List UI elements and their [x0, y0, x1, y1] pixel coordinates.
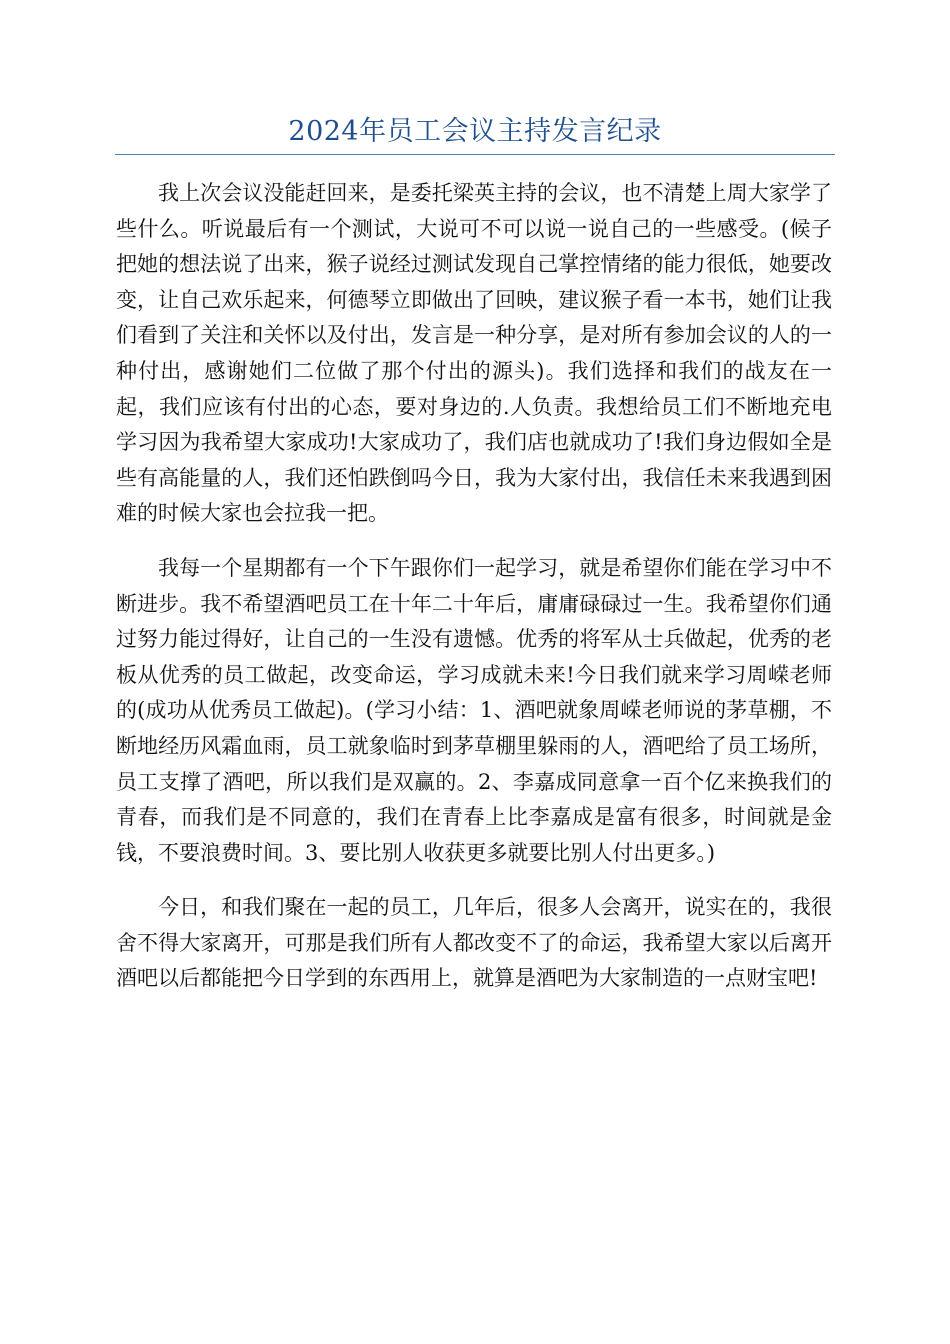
paragraph-2: 我每一个星期都有一个下午跟你们一起学习，就是希望你们能在学习中不断进步。我不希望酒吧员工在十年二十年后，庸庸碌碌过一生。我希望你们通过努力能过得好，让自己的一生没有遗憾。优秀的将军从士兵做起，优秀的老板从优秀的员工做起，改变命运，学习成就未来!今日我们就来学习周嵘老师的(成功从优秀员工做起)。(学习小结：1、酒吧就象周嵘老师说的茅草棚，不断地经历风霜血雨，员工就象临时到茅草棚里躲雨的人，酒吧给了员工场所，员工支撑了酒吧，所以我们是双赢的。2、李嘉成同意拿一百个亿来换我们的青春，而我们是不同意的，我们在青春上比李嘉成是富有很多，时间就是金钱，不要浪费时间。3、要比别人收获更多就要比别人付出更多。) [116, 555, 832, 865]
paragraph-1: 我上次会议没能赶回来，是委托梁英主持的会议，也不清楚上周大家学了些什么。听说最后有一个测试，大说可不可以说一说自己的一些感受。(候子把她的想法说了出来，猴子说经过测试发现自己掌控情绪的能力很低，她要改变，让自己欢乐起来，何德琴立即做出了回映，建议猴子看一本书，她们让我们看到了关注和关怀以及付出，发言是一种分享，是对所有参加会议的人的一种付出，感谢她们二位做了那个付出的源头)。我们选择和我们的战友在一起，我们应该有付出的心态，要对身边的.人负责。我想给员工们不断地充电学习因为我希望大家成功!大家成功了，我们店也就成功了!我们身边假如全是些有高能量的人，我们还怕跌倒吗今日，我为大家付出，我信任未来我遇到困难的时候大家也会拉我一把。 [116, 181, 832, 526]
paragraph-3: 今日，和我们聚在一起的员工，几年后，很多人会离开，说实在的，我很舍不得大家离开，可那是我们所有人都改变不了的命运，我希望大家以后离开酒吧以后都能把今日学到的东西用上，就算是酒吧为大家制造的一点财宝吧! [116, 895, 832, 991]
title-underline [115, 154, 835, 155]
document-title: 2024年员工会议主持发言纪录 [288, 116, 662, 147]
document-body [116, 176, 832, 1016]
